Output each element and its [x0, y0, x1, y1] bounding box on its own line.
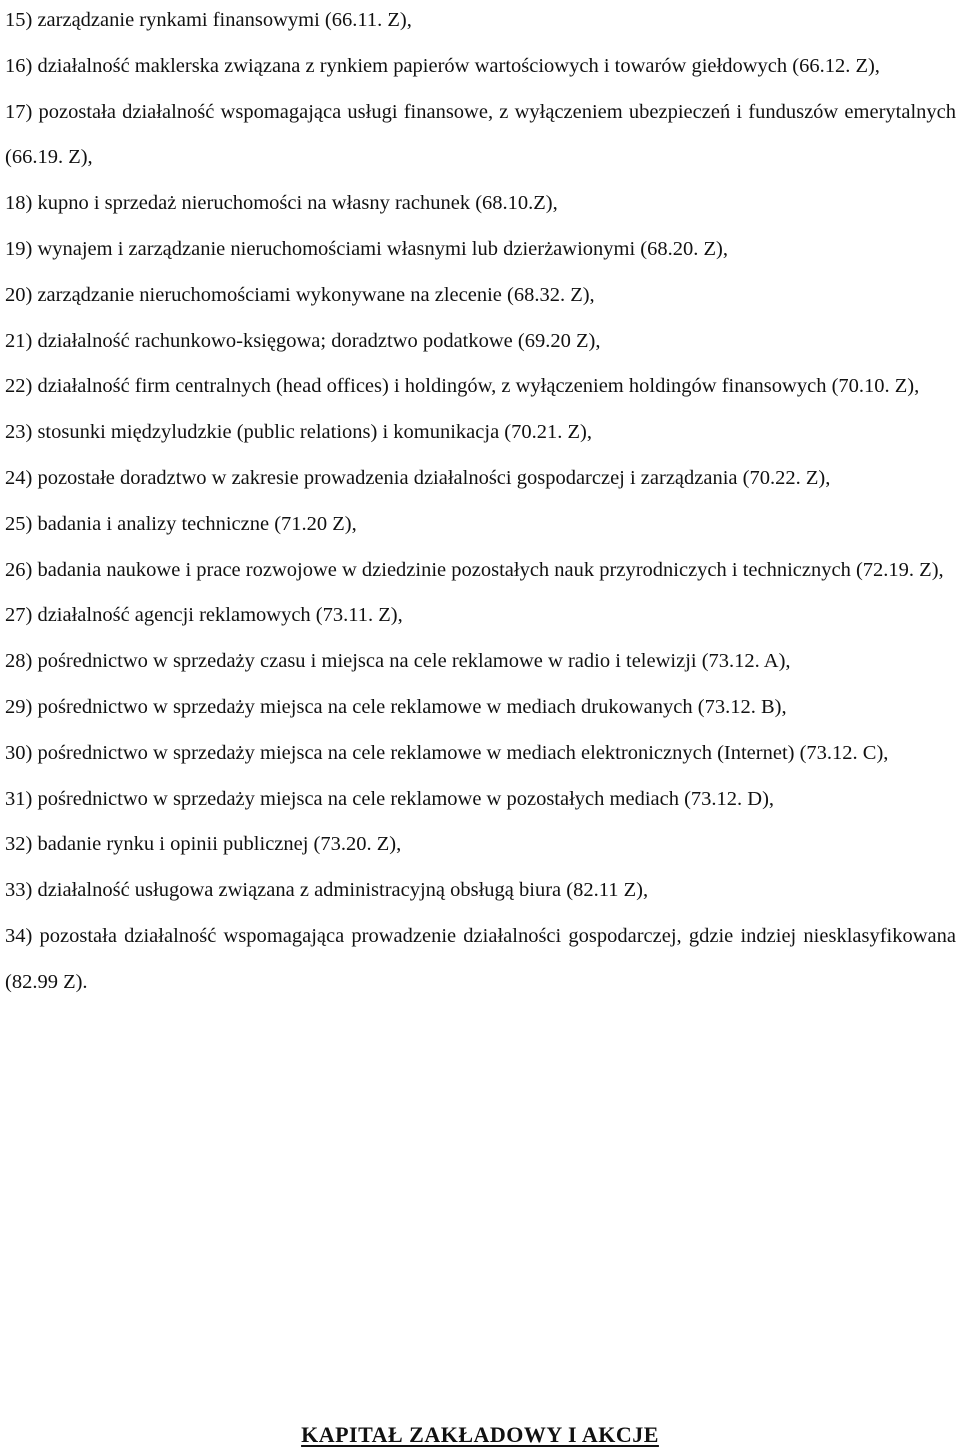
list-item: 27) działalność agencji reklamowych (73.11. Z),	[5, 604, 403, 627]
list-item: 25) badania i analizy techniczne (71.20 Z),	[5, 512, 357, 535]
list-item: 18) kupno i sprzedaż nieruchomości na własny rachunek (68.10.Z),	[5, 192, 558, 215]
list-item: 28) pośrednictwo w sprzedaży czasu i miejsca na cele reklamowe w radio i telewizji (73.12. A),	[5, 650, 791, 673]
list-item: 26) badania naukowe i prace rozwojowe w dziedzinie pozostałych nauk przyrodniczych i technicznych (72.19. Z),	[5, 558, 944, 581]
activity-list	[5, 0, 956, 1006]
list-item: 22) działalność firm centralnych (head offices) i holdingów, z wyłączeniem holdingów finansowych (70.10. Z),	[5, 375, 920, 398]
list-item: 19) wynajem i zarządzanie nieruchomościami własnymi lub dzierżawionymi (68.20. Z),	[5, 237, 728, 260]
list-item: 34) pozostała działalność wspomagająca prowadzenie działalności gospodarczej, gdzie indziej niesklasyfikowana (82.99 Z).	[5, 924, 956, 993]
list-item: 16) działalność maklerska związana z rynkiem papierów wartościowych i towarów giełdowych (66.12. Z),	[5, 54, 880, 77]
list-item: 29) pośrednictwo w sprzedaży miejsca na cele reklamowe w mediach drukowanych (73.12. B),	[5, 695, 787, 718]
list-item: 31) pośrednictwo w sprzedaży miejsca na cele reklamowe w pozostałych mediach (73.12. D),	[5, 787, 775, 810]
list-item: 23) stosunki międzyludzkie (public relations) i komunikacja (70.21. Z),	[5, 421, 592, 444]
list-item: 24) pozostałe doradztwo w zakresie prowadzenia działalności gospodarczej i zarządzania (70.22. Z),	[5, 466, 831, 489]
list-item: 21) działalność rachunkowo-księgowa; doradztwo podatkowe (69.20 Z),	[5, 329, 601, 352]
list-item: 17) pozostała działalność wspomagająca usługi finansowe, z wyłączeniem ubezpieczeń i funduszów emerytalnych (66.19. Z),	[5, 100, 956, 169]
list-item: 32) badanie rynku i opinii publicznej (73.20. Z),	[5, 833, 402, 856]
list-item: 33) działalność usługowa związana z administracyjną obsługą biura (82.11 Z),	[5, 879, 649, 902]
list-item: 20) zarządzanie nieruchomościami wykonywane na zlecenie (68.32. Z),	[5, 283, 595, 306]
list-item: 30) pośrednictwo w sprzedaży miejsca na cele reklamowe w mediach elektronicznych (Internet) (73.12. C),	[5, 741, 889, 764]
section-heading: KAPITAŁ ZAKŁADOWY I AKCJE	[301, 1422, 659, 1447]
list-item: 15) zarządzanie rynkami finansowymi (66.11. Z),	[5, 9, 412, 31]
